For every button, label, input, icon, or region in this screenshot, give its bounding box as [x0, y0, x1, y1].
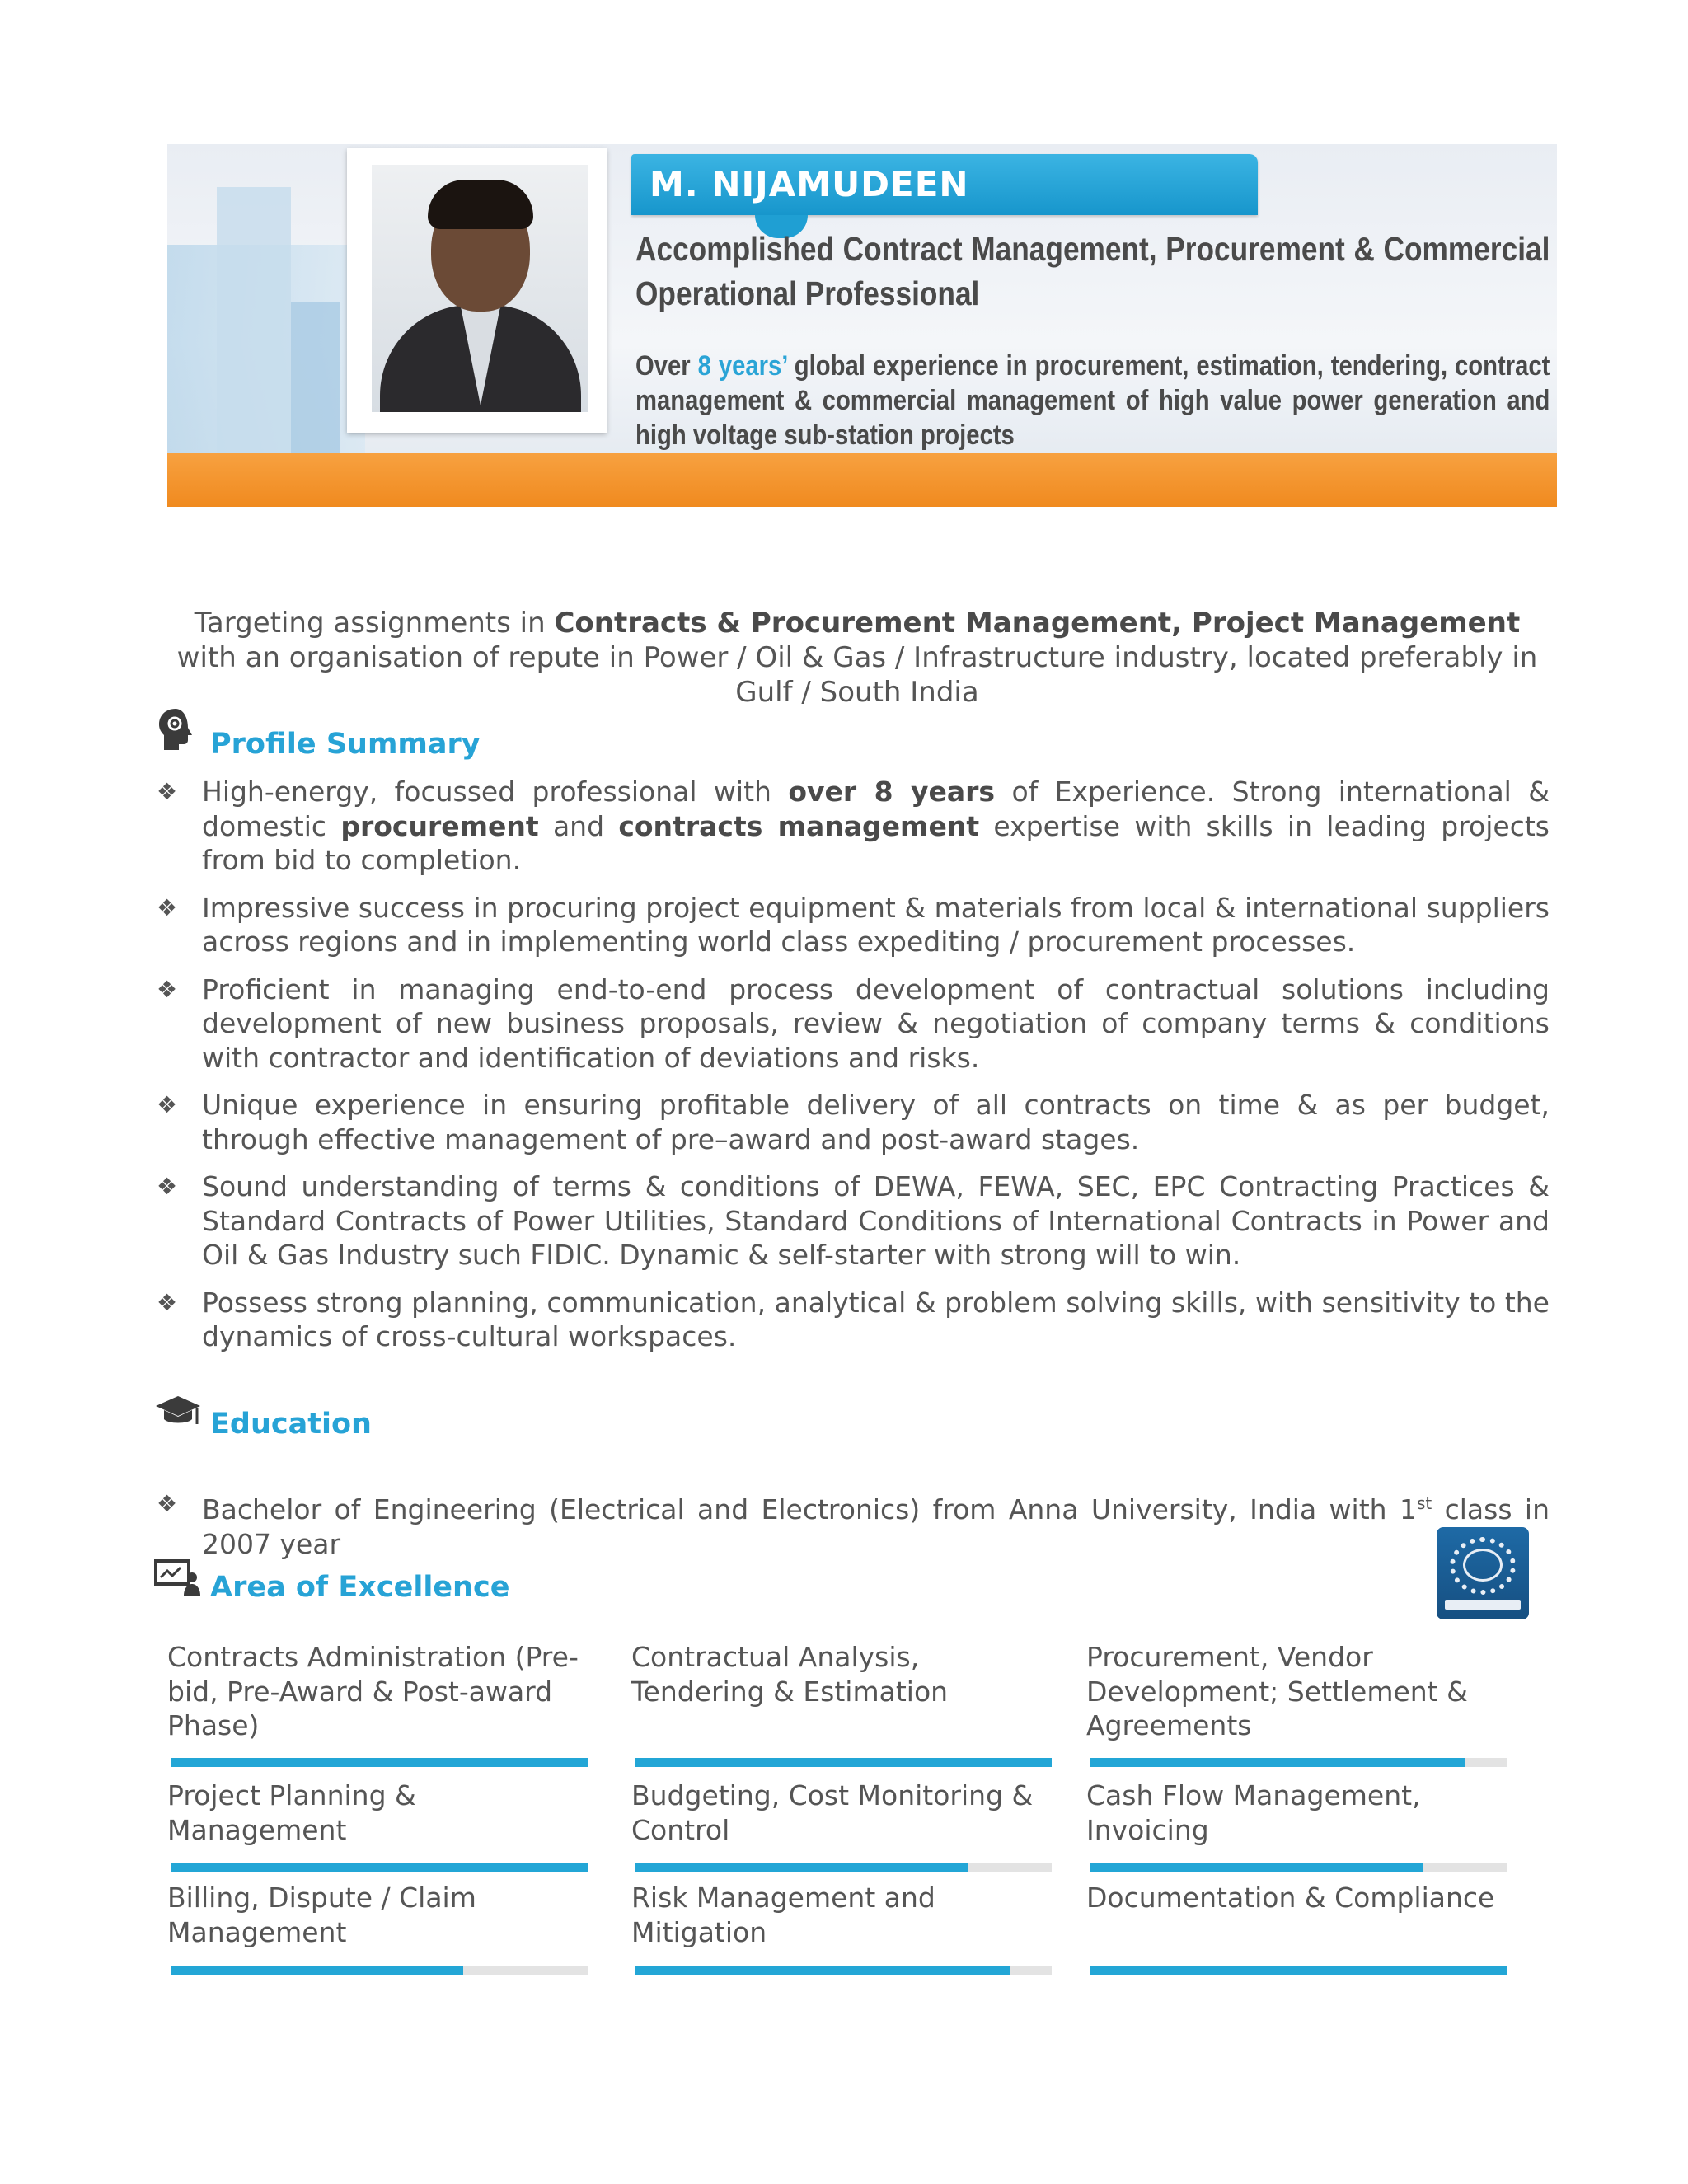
skill-level-fill: [1090, 1863, 1423, 1872]
skill-label: Billing, Dispute / Claim Management: [167, 1882, 476, 1948]
skill-label: Risk Management and Mitigation: [631, 1882, 935, 1948]
skill-level-bar: [1090, 1758, 1507, 1767]
skill-level-bar: [635, 1758, 1052, 1767]
name-bar: [631, 154, 1258, 215]
list-item: [157, 1487, 1550, 1561]
list-item: ❖ Impressive success in procuring project equipment & materials from local & international suppliers across regions and in implementing world class expediting / procurement processes.: [157, 891, 1550, 959]
skill-label: Documentation & Compliance: [1086, 1882, 1495, 1914]
skill-label: Contracts Administration (Pre-bid, Pre-Award & Post-award Phase): [167, 1641, 579, 1741]
skill-level-bar: [635, 1863, 1052, 1872]
profile-summary-heading: Profile Summary: [210, 728, 481, 761]
skill-level-fill: [1090, 1966, 1507, 1975]
headline: Accomplished Contract Management, Procurement & Commercial Operational Professional: [635, 230, 1550, 312]
skill-level-bar: [1090, 1863, 1507, 1872]
list-item: ❖ Unique experience in ensuring profitable delivery of all contracts on time & as per budget, through effective management of pre–award and post-award stages.: [157, 1088, 1550, 1156]
objective-text: with an organisation of repute in Power / Oil & Gas / Infrastructure industry, located preferably in Gulf / South India: [176, 641, 1538, 709]
skill-label: Cash Flow Management, Invoicing: [1086, 1779, 1421, 1846]
graduation-cap-icon: [154, 1394, 202, 1429]
profile-summary-list: [157, 775, 1550, 1367]
list-item: ❖ Possess strong planning, communication, analytical & problem solving skills, with sensitivity to the dynamics of cross-cultural workspaces.: [157, 1286, 1550, 1354]
ordinal-suffix: st: [1416, 1493, 1432, 1513]
skill-level-fill: [171, 1758, 588, 1767]
skill-level-fill: [171, 1863, 588, 1872]
skill-level-bar: [171, 1758, 588, 1767]
education-text: class in 2007 year: [202, 1493, 1550, 1560]
skill-label: Budgeting, Cost Monitoring & Control: [631, 1779, 1034, 1846]
objective-text: Targeting assignments in: [194, 607, 555, 640]
university-seal: [1437, 1527, 1529, 1619]
head-gear-icon: [157, 707, 195, 752]
experience-text: global experience in procurement, estimation, tendering, contract management & commercial management of high value power generation and high voltage sub-station projects: [635, 350, 1550, 451]
skill-item: [167, 1779, 596, 1847]
skill-item: [631, 1640, 1060, 1708]
contact-strip: [167, 453, 1557, 507]
skill-item: [1086, 1881, 1515, 1915]
skill-item: [631, 1881, 1060, 1949]
summary-emphasis: over 8 years: [788, 776, 996, 808]
experience-text: Over: [635, 350, 698, 382]
skill-level-fill: [635, 1758, 1052, 1767]
skill-level-bar: [171, 1966, 588, 1975]
banner-background-art: [291, 302, 340, 459]
summary-emphasis: contracts management: [618, 809, 980, 842]
summary-text: and: [538, 809, 619, 842]
header-banner: [167, 144, 1557, 507]
skill-item: [167, 1881, 596, 1949]
banner-background-art: [217, 187, 291, 459]
summary-text: expertise with skills in leading projects from bid to completion.: [202, 809, 1550, 876]
career-objective: [161, 606, 1554, 710]
skill-item: [167, 1640, 596, 1743]
skill-label: Procurement, Vendor Development; Settlement & Agreements: [1086, 1641, 1468, 1741]
skill-item: [631, 1779, 1060, 1847]
education-list: [157, 1487, 1550, 1574]
skill-level-fill: [635, 1966, 1010, 1975]
experience-summary: [635, 349, 1550, 452]
summary-emphasis: procurement: [340, 809, 539, 842]
skill-item: [1086, 1640, 1515, 1743]
summary-text: High-energy, focussed professional with: [202, 776, 789, 808]
objective-focus: Contracts & Procurement Management, Project Management: [554, 607, 1521, 640]
presentation-icon: [154, 1559, 200, 1597]
candidate-name: M. NIJAMUDEEN: [649, 164, 969, 204]
summary-text: of Experience. Strong international & domestic: [202, 776, 1550, 842]
skill-level-fill: [635, 1863, 968, 1872]
education-text: Bachelor of Engineering (Electrical and Electronics) from Anna University, India with 1: [202, 1493, 1417, 1526]
experience-years: 8 years’: [697, 350, 787, 382]
list-item: ❖ Proficient in managing end-to-end process development of contractual solutions including development of new business proposals, review & negotiation of company terms & conditions with contractor and identification of deviations and risks.: [157, 972, 1550, 1076]
list-item: [157, 775, 1550, 878]
profile-photo-image: [372, 165, 588, 412]
area-of-excellence-heading: Area of Excellence: [210, 1571, 510, 1604]
skill-level-fill: [1090, 1758, 1465, 1767]
skill-level-bar: [171, 1863, 588, 1872]
profile-photo: [347, 148, 607, 433]
skill-level-fill: [171, 1966, 463, 1975]
list-item: ❖ Sound understanding of terms & conditions of DEWA, FEWA, SEC, EPC Contracting Practices & Standard Contracts of Power Utilities, Standard Conditions of International Contracts in Power and Oil & Gas Industry such FIDIC. Dynamic & self-starter with strong will to win.: [157, 1169, 1550, 1272]
skill-level-bar: [635, 1966, 1052, 1975]
skill-label: Contractual Analysis, Tendering & Estimation: [631, 1641, 949, 1708]
skill-label: Project Planning & Management: [167, 1779, 416, 1846]
education-heading: Education: [210, 1408, 372, 1441]
skill-level-bar: [1090, 1966, 1507, 1975]
skill-item: [1086, 1779, 1515, 1847]
